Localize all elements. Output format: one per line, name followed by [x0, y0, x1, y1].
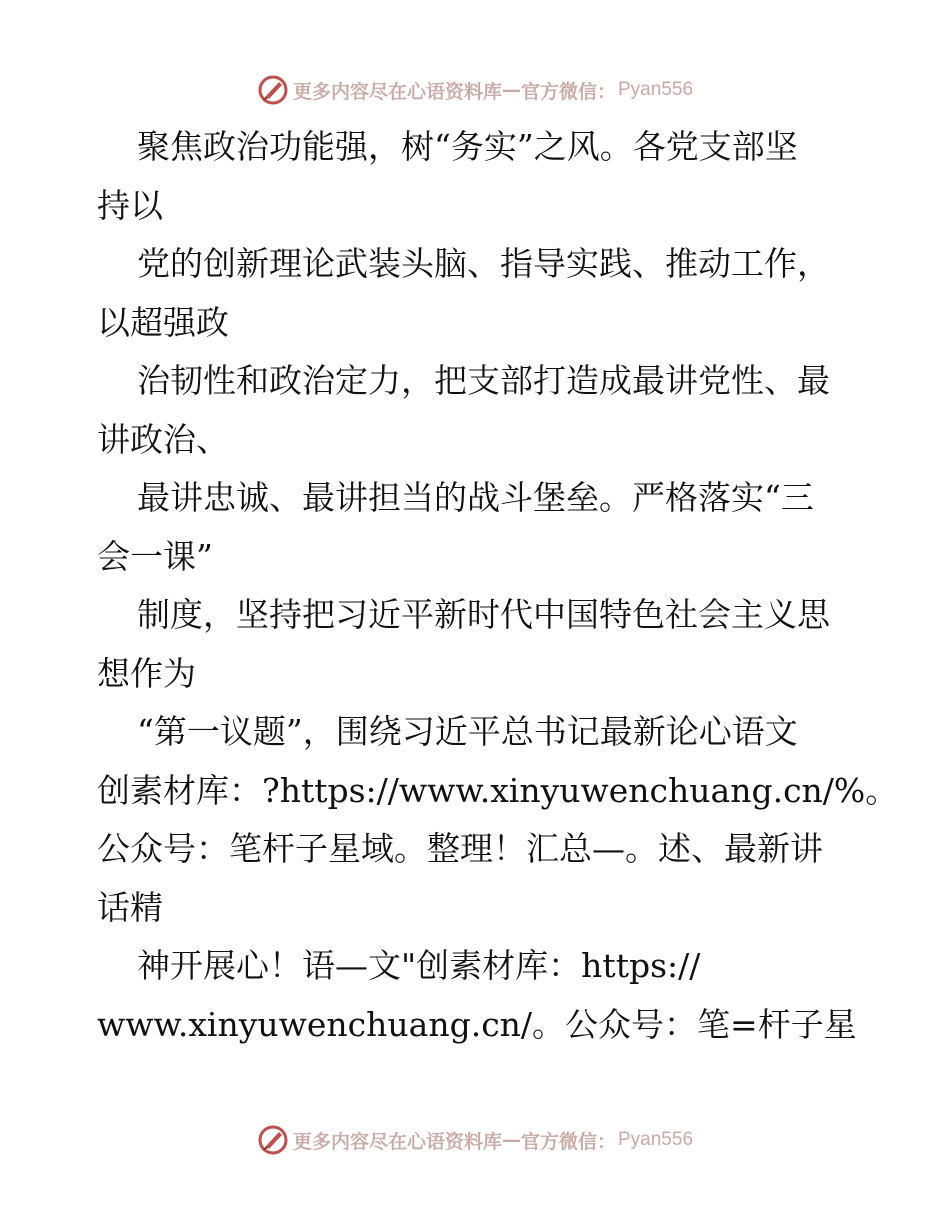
- text-line: 聚焦政治功能强，树“务实”之风。各党支部坚: [137, 127, 798, 166]
- header-wechat-id: Pyan556: [618, 79, 694, 100]
- text-line: 想作为: [97, 653, 196, 693]
- text-line: 党的创新理论武装头脑、指导实践、推动工作，: [137, 244, 830, 283]
- text-line: 制度，坚持把习近平新时代中国特色社会主义思: [137, 595, 830, 634]
- text-line: 最讲忠诚、最讲担当的战斗堡垒。严格落实“三: [137, 478, 814, 517]
- text-line: 以超强政: [97, 302, 229, 342]
- logo-icon: [257, 1124, 289, 1156]
- footer-wechat-id: Pyan556: [618, 1129, 694, 1150]
- document-body: [97, 118, 899, 1054]
- text-line: 公众号：笔杆子星域。整理！汇总—。述、最新讲: [97, 829, 823, 868]
- header-site-text: 更多内容尽在心语资料库: [292, 80, 502, 103]
- text-line: 神开展心！语—文"创素材库：https://: [137, 946, 701, 985]
- header-watermark: [0, 72, 950, 108]
- text-line: 讲政治、: [97, 419, 229, 459]
- footer-wechat-label: 官方微信：: [520, 1130, 616, 1153]
- header-wechat-label: 官方微信：: [520, 80, 616, 103]
- text-line: 治韧性和政治定力，把支部打造成最讲党性、最: [137, 361, 830, 400]
- header-separator: —: [501, 79, 521, 101]
- footer-separator: —: [501, 1129, 521, 1151]
- text-line: 创素材库：?https://www.xinyuwenchuang.cn/%。: [97, 770, 899, 810]
- footer-site-text: 更多内容尽在心语资料库: [292, 1130, 502, 1153]
- logo-icon: [257, 74, 289, 106]
- footer-watermark: [0, 1122, 950, 1158]
- text-line: 持以: [97, 185, 163, 225]
- text-line: www.xinyuwenchuang.cn/。公众号：笔=杆子星: [97, 1004, 857, 1044]
- text-line: 话精: [97, 887, 163, 927]
- text-line: 会一课”: [97, 536, 213, 576]
- text-line: “第一议题”，围绕习近平总书记最新论心语文: [137, 712, 798, 751]
